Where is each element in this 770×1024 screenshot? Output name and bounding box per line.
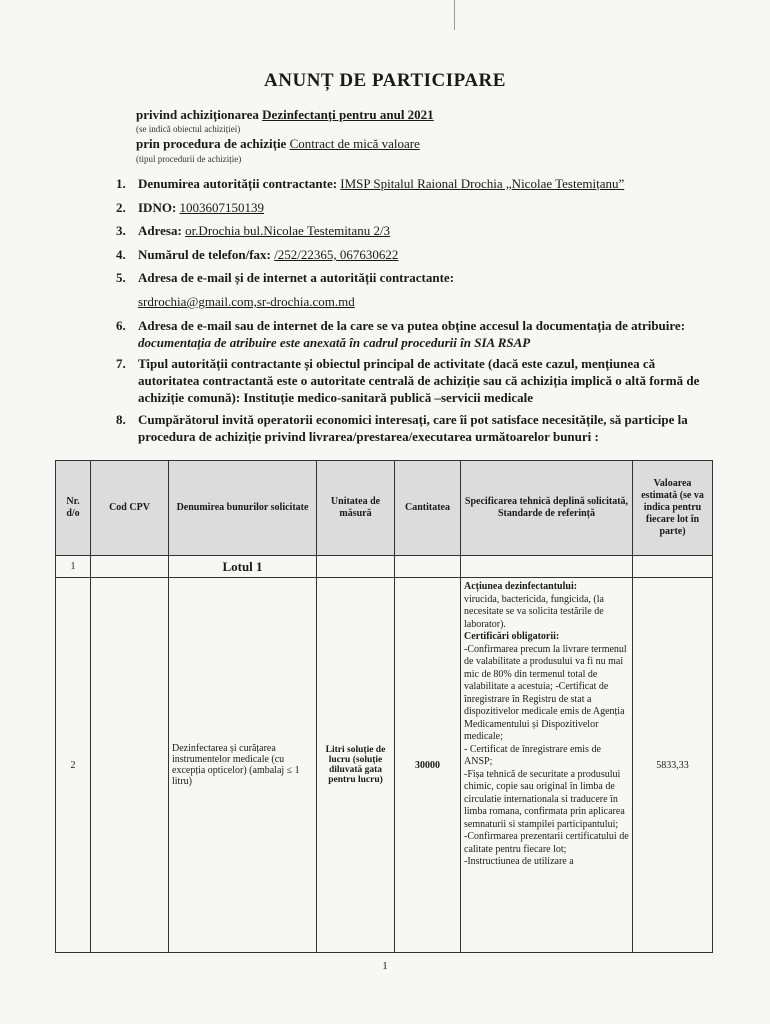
item-idno: 2. IDNO: 1003607150139 — [116, 200, 265, 215]
header-quantity: Cantitatea — [395, 461, 461, 556]
row-spec: Acțiunea dezinfectantului: virucida, bactericida, fungicida, (la necesitate se va solicita testările de laborator). Certificări obligatorii: -Confirmarea precum la livrare termenul de valabilitate a produsului va fi nu mai mic de 80% din termenul total de valabilitate a acestuia; -Certificat de înregistrare în Registru de stat a dispozitivelor medicale emis de Agenția Medicamentului și Dispozitivelor medicale; - Certificat de înregistrare emis de ANSP; -Fișa tehnică de securitate a produsului chimic, copie sau original în limba de circulatie internationala si traducere în limba romana, confirmata prin aplicarea semnaturii si stampilei participantului; -Confirmarea prezentarii certificatului de calitate pentru fiecare lot; -Instructiunea de utilizare a — [461, 578, 633, 953]
table-header-row — [56, 461, 713, 556]
item-invitation: 8. Cumpărătorul invită operatorii economici interesați, care îi pot satisface necesitățile, să participe la procedura de achiziție privind livrarea/prestarea/executarea următoarelor bunuri : — [116, 412, 688, 444]
scan-artifact-line — [454, 0, 455, 30]
page-title: ANUNȚ DE PARTICIPARE — [264, 70, 506, 91]
row-nr: 2 — [56, 578, 91, 953]
header-unit: Unitatea de măsură — [317, 461, 395, 556]
row-goods-name: Dezinfectarea și curățarea instrumentelor medicale (cu excepția opticelor) (ambalaj ≤ 1 litru) — [169, 578, 317, 953]
table-row — [56, 578, 713, 953]
procurement-object: Dezinfectanți pentru anul 2021 — [262, 107, 434, 122]
item-authority-name: 1. Denumirea autorității contractante: IMSP Spitalul Raional Drochia „Nicolae Testemițanu” — [116, 176, 625, 191]
row-value: 5833,33 — [633, 578, 713, 953]
row-cpv — [91, 578, 169, 953]
row-unit: Litri soluție de lucru (soluție diluvată gata pentru lucru) — [317, 578, 395, 953]
row-quantity: 30000 — [395, 578, 461, 953]
goods-table — [55, 460, 713, 953]
procurement-object-line: privind achiziționarea Dezinfectanți pentru anul 2021 — [136, 107, 434, 122]
header-value: Valoarea estimată (se va indica pentru fiecare lot în parte) — [633, 461, 713, 556]
table-row-lot — [56, 556, 713, 578]
email-link[interactable]: srdrochia@gmail.com,sr-drochia.com.md — [138, 294, 355, 309]
procurement-object-note: (se indică obiectul achiziției) — [136, 124, 241, 134]
lot-nr: 1 — [56, 556, 91, 578]
page-number: 1 — [382, 960, 388, 972]
procedure-type: Contract de mică valoare — [289, 136, 420, 151]
item-phone: 4. Numărul de telefon/fax: /252/22365, 067630622 — [116, 247, 399, 262]
lot-label: Lotul 1 — [169, 556, 317, 578]
item-email: 5. Adresa de e-mail și de internet a autorității contractante: srdrochia@gmail.com,sr-drochia.com.md — [116, 270, 455, 309]
header-spec: Specificarea tehnică deplină solicitată, Standarde de referință — [461, 461, 633, 556]
procedure-line: prin procedura de achiziție Contract de mică valoare — [136, 136, 420, 151]
header-cpv: Cod CPV — [91, 461, 169, 556]
header-goods-name: Denumirea bunurilor solicitate — [169, 461, 317, 556]
header-nr: Nr. d/o — [56, 461, 91, 556]
item-authority-type: 7. Tipul autorității contractante și obiectul principal de activitate (dacă este cazul, mențiunea că autoritatea contractantă este o autoritate centrală de achiziție sau că achiziția implică o altă formă de achiziție comună): Instituție medico-sanitară publică –servicii medicale — [116, 356, 700, 405]
item-documentation-access: 6. Adresa de e-mail sau de internet de la care se va putea obține accesul la documentația de atribuire: documentația de atribuire este anexată în cadrul procedurii în SIA RSAP — [116, 318, 686, 350]
item-address: 3. Adresa: or.Drochia bul.Nicolae Testemitanu 2/3 — [116, 223, 391, 238]
procedure-note: (tipul procedurii de achiziție) — [136, 154, 242, 164]
